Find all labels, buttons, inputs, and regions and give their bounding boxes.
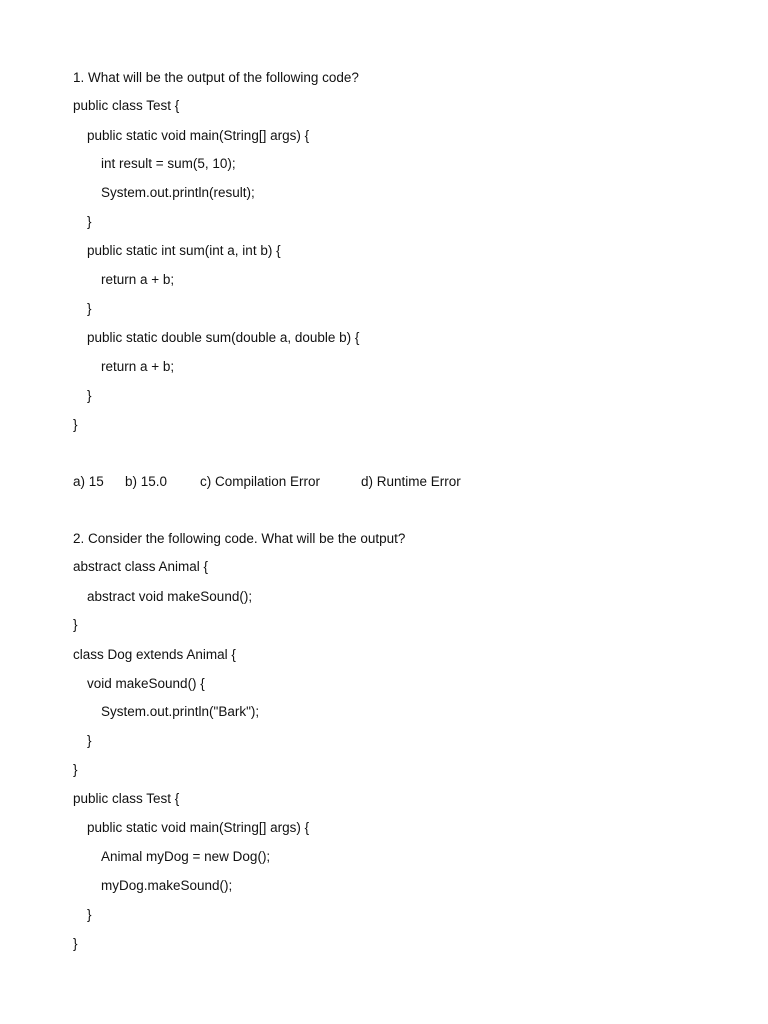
q2-code-line: } [73, 617, 78, 632]
q2-code-line: abstract class Animal { [73, 559, 209, 574]
q2-code-line: } [87, 907, 92, 922]
q1-code-line: int result = sum(5, 10); [101, 156, 236, 171]
q2-code-line: } [73, 936, 78, 951]
q1-code-line: public static void main(String[] args) { [87, 128, 310, 143]
q1-code-line: public static double sum(double a, double b) { [87, 330, 360, 345]
q2-code-line: public class Test { [73, 791, 180, 806]
q1-question: 1. What will be the output of the following code? [73, 70, 359, 85]
q1-code-line: } [87, 388, 92, 403]
q2-code-line: abstract void makeSound(); [87, 589, 253, 604]
q1-code-line: public class Test { [73, 98, 180, 113]
q2-code-line: public static void main(String[] args) { [87, 820, 310, 835]
q2-code-line: System.out.println("Bark"); [101, 704, 260, 719]
q1-code-line: } [87, 301, 92, 316]
q2-code-line: void makeSound() { [87, 676, 205, 691]
q1-option-c: c) Compilation Error [200, 474, 321, 489]
q1-code-line: } [73, 417, 78, 432]
q1-code-line: System.out.println(result); [101, 185, 255, 200]
q1-code-line: return a + b; [101, 272, 175, 287]
q2-question: 2. Consider the following code. What will be the output? [73, 531, 406, 546]
q2-code-line: Animal myDog = new Dog(); [101, 849, 271, 864]
q1-option-b: b) 15.0 [125, 474, 168, 489]
q1-code-line: return a + b; [101, 359, 175, 374]
q1-code-line: } [87, 214, 92, 229]
q2-code-line: class Dog extends Animal { [73, 647, 236, 662]
q2-code-line: } [73, 762, 78, 777]
q2-code-line: myDog.makeSound(); [101, 878, 233, 893]
q2-code-line: } [87, 733, 92, 748]
q1-option-a: a) 15 [73, 474, 104, 489]
q1-option-d: d) Runtime Error [361, 474, 461, 489]
q1-code-line: public static int sum(int a, int b) { [87, 243, 281, 258]
